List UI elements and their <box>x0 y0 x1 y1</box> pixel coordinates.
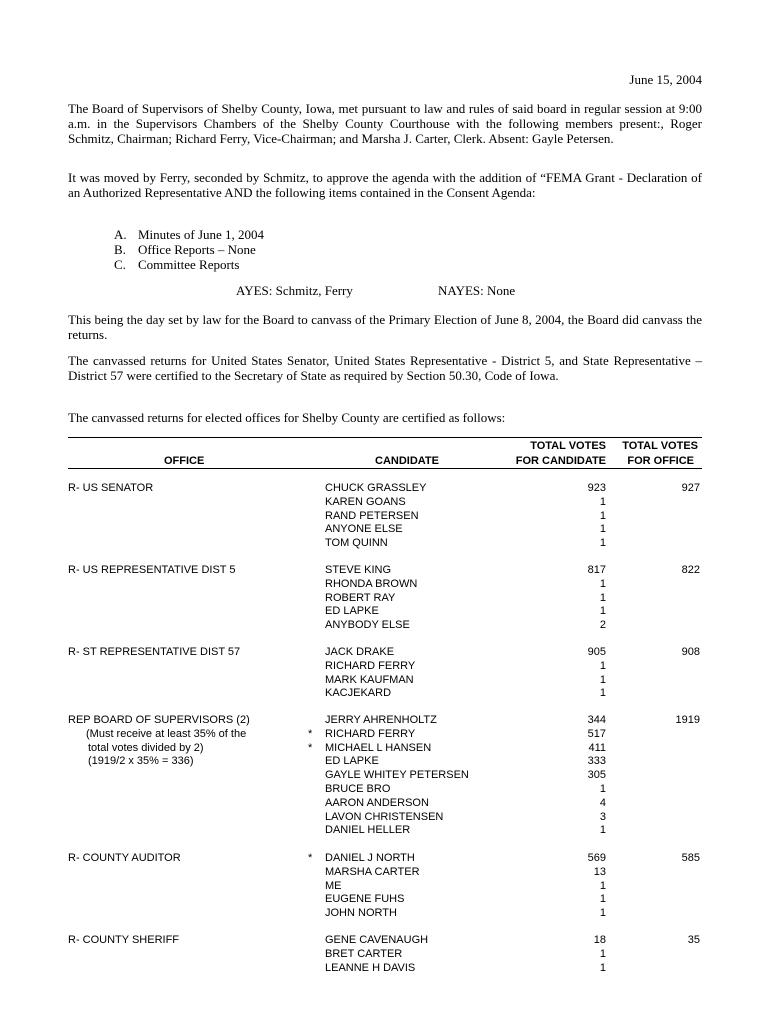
agenda-item: B. Office Reports – None <box>114 242 256 257</box>
candidate-name: JERRY AHRENHOLTZ <box>325 714 437 726</box>
candidate-name: BRUCE BRO <box>325 783 391 795</box>
candidate-name: ED LAPKE <box>325 605 379 618</box>
candidate-name: MARK KAUFMAN <box>325 673 414 686</box>
ayes-vote: AYES: Schmitz, Ferry <box>236 283 353 298</box>
canvass-day-paragraph <box>68 312 702 342</box>
candidate-name: CHUCK GRASSLEY <box>325 482 427 494</box>
county-returns-paragraph <box>68 410 702 425</box>
candidate-votes: 1 <box>599 947 606 960</box>
nayes-vote: NAYES: None <box>438 283 516 298</box>
winner-asterisk: * <box>308 741 313 754</box>
candidate-votes: 1 <box>599 537 606 550</box>
candidate-votes: 1 <box>599 824 606 837</box>
office-name: R- US REPRESENTATIVE DIST 5 <box>68 564 236 576</box>
candidate-name: RAND PETERSEN <box>325 509 419 522</box>
candidate-votes: 1 <box>599 509 606 522</box>
candidate-votes: 1 <box>599 577 606 590</box>
candidate-name: BRET CARTER <box>325 947 403 960</box>
candidate-name: RICHARD FERRY <box>325 727 416 740</box>
agenda-item: A. Minutes of June 1, 2004 <box>114 227 265 242</box>
candidate-votes: 817 <box>587 564 606 576</box>
header-total-candidate-2: FOR CANDIDATE <box>515 455 606 467</box>
candidate-votes: 1 <box>599 591 606 604</box>
candidate-votes: 3 <box>599 810 606 823</box>
agenda-item: C. Committee Reports <box>114 257 240 272</box>
candidate-votes: 1 <box>599 659 606 672</box>
office-name: R- COUNTY SHERIFF <box>68 934 180 946</box>
intro-paragraph <box>68 101 702 146</box>
candidate-name: KACJEKARD <box>325 687 392 700</box>
candidate-name: JOHN NORTH <box>325 907 397 920</box>
office-name: REP BOARD OF SUPERVISORS (2) <box>68 714 250 726</box>
candidate-votes: 1 <box>599 879 606 892</box>
candidate-votes: 344 <box>587 714 606 726</box>
candidate-votes: 1 <box>599 907 606 920</box>
office-total-votes: 35 <box>687 934 700 946</box>
candidate-name: ED LAPKE <box>325 755 379 768</box>
candidate-votes: 1 <box>599 687 606 700</box>
header-total-office-2: FOR OFFICE <box>627 455 694 467</box>
candidate-votes: 333 <box>587 755 606 768</box>
winner-asterisk: * <box>308 727 313 740</box>
office-name: R- US SENATOR <box>68 482 154 494</box>
table-top-rule <box>68 437 702 438</box>
office-name: R- COUNTY AUDITOR <box>68 852 181 864</box>
canvass-day-text: This being the day set by law for the Board to canvass of the Primary Election of June 8, 2004, the Board did canvass the returns. <box>68 312 702 342</box>
office-name: R- ST REPRESENTATIVE DIST 57 <box>68 646 241 658</box>
candidate-name: LAVON CHRISTENSEN <box>325 810 444 823</box>
header-total-office-1: TOTAL VOTES <box>622 440 698 452</box>
office-note: total votes divided by 2) <box>88 741 204 754</box>
header-office: OFFICE <box>164 455 205 467</box>
candidate-votes: 4 <box>599 796 606 809</box>
state-returns-paragraph <box>68 353 702 383</box>
candidate-votes: 305 <box>587 769 606 782</box>
office-total-votes: 822 <box>681 564 700 576</box>
motion-text: It was moved by Ferry, seconded by Schmitz, to approve the agenda with the addition of “FEMA Grant - Declaration of an Authorized Representative AND the following items contained in the Consent Agenda: <box>68 170 702 200</box>
candidate-votes: 1 <box>599 605 606 618</box>
candidate-name: ANYONE ELSE <box>325 523 403 536</box>
candidate-votes: 1 <box>599 783 606 795</box>
winner-asterisk: * <box>308 852 313 864</box>
candidate-name: KAREN GOANS <box>325 495 406 508</box>
candidate-votes: 1 <box>599 495 606 508</box>
table-header-rule <box>68 468 702 469</box>
meeting-date: June 15, 2004 <box>629 72 702 87</box>
candidate-name: GAYLE WHITEY PETERSEN <box>325 769 469 782</box>
candidate-votes: 1 <box>599 523 606 536</box>
candidate-votes: 18 <box>593 934 606 946</box>
candidate-votes: 411 <box>588 741 606 754</box>
candidate-votes: 1 <box>599 893 606 906</box>
office-total-votes: 585 <box>681 852 700 864</box>
candidate-name: DANIEL HELLER <box>325 824 411 837</box>
candidate-name: RHONDA BROWN <box>325 577 418 590</box>
candidate-name: TOM QUINN <box>325 537 388 550</box>
candidate-votes: 517 <box>587 727 606 740</box>
office-total-votes: 908 <box>681 646 700 658</box>
candidate-votes: 1 <box>599 961 606 974</box>
candidate-votes: 1 <box>599 673 606 686</box>
header-candidate: CANDIDATE <box>375 455 439 467</box>
candidate-name: ROBERT RAY <box>325 591 396 604</box>
candidate-votes: 569 <box>587 852 606 864</box>
candidate-name: MARSHA CARTER <box>325 865 420 878</box>
candidate-name: RICHARD FERRY <box>325 659 416 672</box>
candidate-name: GENE CAVENAUGH <box>325 934 429 946</box>
candidate-votes: 13 <box>593 865 606 878</box>
candidate-name: STEVE KING <box>325 564 392 576</box>
county-returns-text: The canvassed returns for elected offices for Shelby County are certified as follows: <box>68 410 506 425</box>
candidate-name: LEANNE H DAVIS <box>325 961 416 974</box>
candidate-votes: 905 <box>587 646 606 658</box>
motion-paragraph <box>68 170 702 200</box>
state-returns-text: The canvassed returns for United States Senator, United States Representative - District 5, and State Representative – District 57 were certified to the Secretary of State as required by Section 50.30, Code of Iowa. <box>68 353 702 383</box>
candidate-name: ANYBODY ELSE <box>325 619 410 632</box>
office-note: (1919/2 x 35% = 336) <box>88 755 194 768</box>
candidate-name: MICHAEL L HANSEN <box>325 741 432 754</box>
candidate-name: JACK DRAKE <box>325 646 395 658</box>
candidate-name: ME <box>325 879 342 892</box>
intro-text: The Board of Supervisors of Shelby County, Iowa, met pursuant to law and rules of said board in regular session at 9:00 a.m. in the Supervisors Chambers of the Shelby County Courthouse with the following members present:, Roger Schmitz, Chairman; Richard Ferry, Vice-Chairman; and Marsha J. Carter, Clerk. Absent: Gayle Petersen. <box>68 101 702 146</box>
candidate-votes: 923 <box>587 482 606 494</box>
candidate-votes: 2 <box>599 619 606 632</box>
consent-agenda-list <box>114 227 264 272</box>
office-note: (Must receive at least 35% of the <box>86 727 247 740</box>
office-total-votes: 927 <box>681 482 700 494</box>
candidate-name: DANIEL J NORTH <box>325 852 415 864</box>
office-total-votes: 1919 <box>675 714 700 726</box>
candidate-name: AARON ANDERSON <box>325 796 429 809</box>
candidate-name: EUGENE FUHS <box>325 893 405 906</box>
header-total-candidate-1: TOTAL VOTES <box>530 440 606 452</box>
